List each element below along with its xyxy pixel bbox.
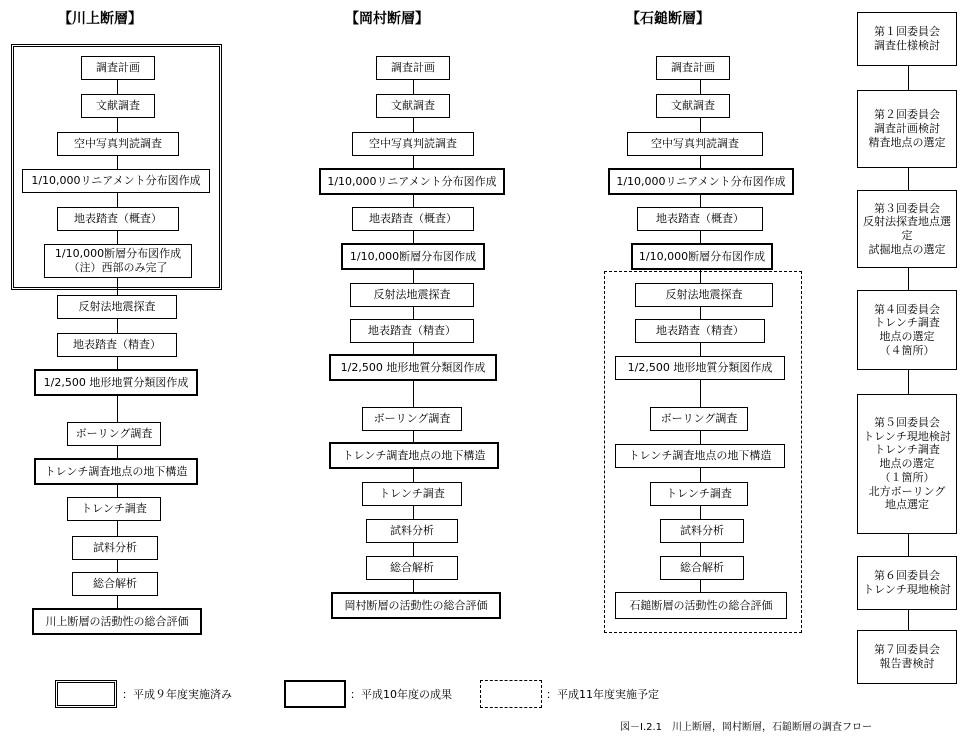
- committee-6: 第６回委員会 トレンチ現地検討: [857, 556, 957, 610]
- okamura-step-5: 地表踏査（概査）: [352, 207, 474, 231]
- legend-swatch-heisei11: [480, 680, 542, 708]
- legend-label-heisei10: ：平成10年度の成果: [350, 688, 452, 701]
- ishizuchi-step-13: 試料分析: [660, 519, 744, 543]
- okamura-step-8: 地表踏査（精査）: [350, 319, 474, 343]
- okamura-step-11: トレンチ調査地点の地下構造: [329, 442, 499, 469]
- ishizuchi-step-10: ボーリング調査: [650, 407, 748, 431]
- okamura-step-15: 岡村断層の活動性の総合評価: [331, 592, 501, 619]
- ishizuchi-step-1: 調査計画: [656, 56, 730, 80]
- committee-1: 第１回委員会 調査仕様検討: [857, 12, 957, 66]
- kawakami-step-11: トレンチ調査地点の地下構造: [34, 458, 198, 485]
- okamura-step-13: 試料分析: [366, 519, 458, 543]
- okamura-step-10: ボーリング調査: [362, 407, 462, 431]
- committee-3: 第３回委員会 反射法探査地点選定 試掘地点の選定: [857, 190, 957, 268]
- okamura-step-1: 調査計画: [376, 56, 450, 80]
- kawakami-step-10: ボーリング調査: [67, 422, 161, 446]
- title-okamura: 【岡村断層】: [345, 11, 429, 27]
- ishizuchi-step-8: 地表踏査（精査）: [635, 319, 765, 343]
- okamura-step-12: トレンチ調査: [362, 482, 462, 506]
- kawakami-step-7: 反射法地震探査: [57, 295, 177, 319]
- kawakami-step-1: 調査計画: [81, 56, 155, 80]
- legend-label-heisei11: ：平成11年度実施予定: [546, 688, 659, 701]
- okamura-step-9: 1/2,500 地形地質分類図作成: [329, 354, 497, 381]
- kawakami-step-2: 文献調査: [81, 94, 155, 118]
- committee-7: 第７回委員会 報告書検討: [857, 630, 957, 684]
- title-kawakami: 【川上断層】: [58, 11, 142, 27]
- ishizuchi-step-11: トレンチ調査地点の地下構造: [615, 444, 785, 468]
- legend-label-heisei9: ：平成９年度実施済み: [122, 688, 232, 701]
- kawakami-step-3: 空中写真判読調査: [57, 132, 179, 156]
- kawakami-step-12: トレンチ調査: [67, 497, 161, 521]
- ishizuchi-step-2: 文献調査: [656, 94, 730, 118]
- kawakami-step-9: 1/2,500 地形地質分類図作成: [34, 369, 198, 396]
- figure-caption: 図－Ⅰ.2.1 川上断層，岡村断層，石鎚断層の調査フロー: [620, 722, 873, 733]
- okamura-step-3: 空中写真判読調査: [352, 132, 474, 156]
- ishizuchi-step-5: 地表踏査（概査）: [637, 207, 763, 231]
- ishizuchi-step-12: トレンチ調査: [650, 482, 748, 506]
- kawakami-step-13: 試料分析: [72, 536, 158, 560]
- ishizuchi-step-15: 石鎚断層の活動性の総合評価: [615, 592, 787, 619]
- okamura-step-4: 1/10,000リニアメント分布図作成: [319, 168, 505, 195]
- kawakami-step-5: 地表踏査（概査）: [57, 207, 179, 231]
- ishizuchi-step-14: 総合解析: [660, 556, 744, 580]
- okamura-step-6: 1/10,000断層分布図作成: [341, 243, 485, 270]
- legend-swatch-heisei10: [284, 680, 346, 708]
- ishizuchi-step-3: 空中写真判読調査: [627, 132, 763, 156]
- kawakami-step-4: 1/10,000リニアメント分布図作成: [22, 169, 210, 193]
- committee-4: 第４回委員会 トレンチ調査 地点の選定 （４箇所）: [857, 290, 957, 370]
- kawakami-step-14: 総合解析: [72, 572, 158, 596]
- title-ishizuchi: 【石鎚断層】: [626, 11, 710, 27]
- okamura-step-14: 総合解析: [366, 556, 458, 580]
- kawakami-step-6: 1/10,000断層分布図作成 （注）西部のみ完了: [44, 244, 192, 278]
- ishizuchi-step-7: 反射法地震探査: [635, 283, 773, 307]
- ishizuchi-step-6: 1/10,000断層分布図作成: [631, 243, 773, 270]
- okamura-step-7: 反射法地震探査: [350, 283, 474, 307]
- ishizuchi-step-4: 1/10,000リニアメント分布図作成: [608, 168, 794, 195]
- kawakami-step-15: 川上断層の活動性の総合評価: [32, 608, 202, 635]
- committee-5: 第５回委員会 トレンチ現地検討 トレンチ調査 地点の選定 （１箇所） 北方ボーリング 地点選定: [857, 394, 957, 534]
- kawakami-step-8: 地表踏査（精査）: [57, 333, 177, 357]
- committee-2: 第２回委員会 調査計画検討 精査地点の選定: [857, 90, 957, 168]
- legend-swatch-heisei9: [55, 680, 117, 708]
- ishizuchi-step-9: 1/2,500 地形地質分類図作成: [615, 356, 785, 380]
- okamura-step-2: 文献調査: [376, 94, 450, 118]
